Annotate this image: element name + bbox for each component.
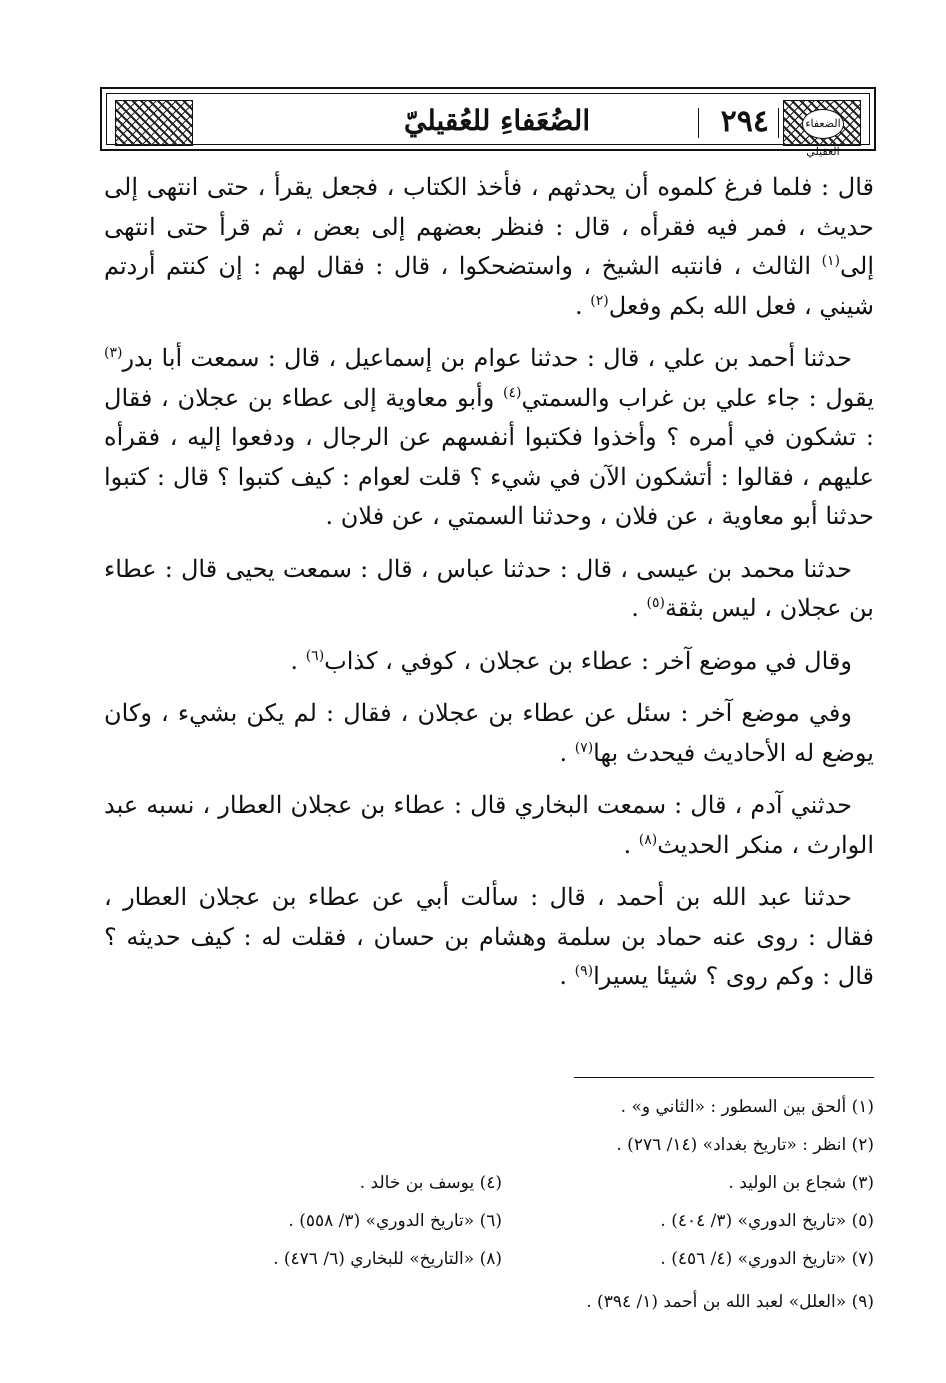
- paragraph: [104, 694, 874, 773]
- running-title: الضُعَفاءِ للعُقيليّ: [403, 104, 591, 137]
- footnote-9: (٩) «العلل» لعبد الله بن أحمد (١/ ٣٩٤) .: [586, 1292, 874, 1312]
- footnote-marker: (٧): [574, 739, 594, 756]
- footnote-rule: [574, 1077, 874, 1078]
- footnote-2: (٢) انظر : «تاريخ بغداد» (١٤/ ٢٧٦) .: [616, 1135, 874, 1155]
- paragraph-text: .: [290, 646, 306, 675]
- paragraph-text: .: [623, 830, 639, 859]
- header-divider: [698, 108, 699, 138]
- footnote-6: (٦) «تاريخ الدوري» (٣/ ٥٥٨) .: [288, 1211, 502, 1231]
- footnote-7: (٧) «تاريخ الدوري» (٤/ ٤٥٦) .: [660, 1249, 874, 1269]
- footnote-marker: (٥): [646, 595, 665, 611]
- paragraph-text: حدثنا أحمد بن علي ، قال : حدثنا عوام بن إسماعيل ، قال : سمعت أبا بدر: [122, 344, 852, 372]
- paragraph-text: .: [575, 291, 591, 320]
- paragraph-text: يقول : جاء علي بن غراب والسمتي: [521, 383, 874, 412]
- footnote-marker: (٢): [590, 292, 609, 309]
- paragraph-text: .: [559, 962, 575, 990]
- ornament-right: [783, 100, 861, 158]
- footnote-marker: (٣): [104, 345, 123, 361]
- footnote-3: (٣) شجاع بن الوليد .: [728, 1173, 874, 1193]
- paragraph-text: حدثني آدم ، قال : سمعت البخاري قال : عطاء بن عجلان العطار ، نسبه عبد الوارث ، منكر الحديث: [104, 791, 874, 859]
- paragraph-text: .: [559, 738, 575, 767]
- paragraph-text: قال : فلما فرغ كلموه أن يحدثهم ، فأخذ الكتاب ، فجعل يقرأ ، حتى انتهى إلى حديث ، فمر فيه فقرأه ، قال : فنظر بعضهم إلى بعض ، ثم قرأ حتى انتهى إلى: [104, 173, 875, 280]
- header-divider: [778, 108, 779, 138]
- footnote-4: (٤) يوسف بن خالد .: [359, 1173, 502, 1193]
- footnote-1: (١) ألحق بين السطور : «الثاني و» .: [620, 1097, 874, 1117]
- paragraph: [104, 642, 874, 682]
- paragraph: [104, 168, 874, 326]
- page-number: ٢٩٤: [720, 104, 769, 139]
- paragraph: [104, 339, 874, 537]
- paragraph: [104, 878, 874, 997]
- ornament-medallion: الضعفاء العقيلي: [802, 109, 844, 139]
- paragraph: [104, 550, 874, 629]
- page-header: [100, 87, 876, 158]
- footnote-marker: (٨): [638, 831, 658, 848]
- paragraph-text: حدثنا عبد الله بن أحمد ، قال : سألت أبي عن عطاء بن عجلان العطار ، فقال : روى عنه حماد بن سلمة وهشام بن حسان ، فقلت له : كيف حديثه ؟ قال : وكم روى ؟ شيئا يسيرا: [104, 883, 874, 990]
- paragraph-text: وفي موضع آخر : سئل عن عطاء بن عجلان ، فقال : لم يكن بشيء ، وكان يوضع له الأحاديث فيحدث بها: [104, 699, 874, 767]
- paragraph: [104, 786, 874, 865]
- paragraph-text: وقال في موضع آخر : عطاء بن عجلان ، كوفي ، كذاب: [324, 646, 852, 675]
- header-frame: [106, 93, 870, 158]
- paragraph-text: حدثنا محمد بن عيسى ، قال : حدثنا عباس ، قال : سمعت يحيى قال : عطاء بن عجلان ، ليس بثقة: [104, 554, 874, 622]
- footnote-8: (٨) «التاريخ» للبخاري (٦/ ٤٧٦) .: [273, 1249, 502, 1269]
- footnote-marker: (٦): [305, 647, 325, 664]
- main-text: [104, 168, 874, 1010]
- paragraph-text: وأبو معاوية إلى عطاء بن عجلان ، فقال : تشكون في أمره ؟ وأخذوا فكتبوا أنفسهم عن الرجال ، ودفعوا إليه ، فقرأه عليهم ، فقالوا : أتشكون الآن في شيء ؟ قلت لعوام : كيف كتبوا ؟ قال : كتبوا حدثنا أبو معاوية ، عن فلان ، وحدثنا السمتي ، عن فلان .: [104, 383, 874, 530]
- footnote-marker: (٤): [502, 384, 522, 401]
- footnote-marker: (٩): [574, 963, 594, 979]
- paragraph-text: الثالث ، فانتبه الشيخ ، واستضحكوا ، قال : فقال لهم : إن كنتم أردتم شيني ، فعل الله بكم وفعل: [104, 252, 874, 320]
- paragraph-text: .: [631, 594, 647, 622]
- ornament-left: [115, 100, 193, 146]
- footnote-marker: (١): [821, 253, 841, 269]
- footnote-5: (٥) «تاريخ الدوري» (٣/ ٤٠٤) .: [660, 1211, 874, 1231]
